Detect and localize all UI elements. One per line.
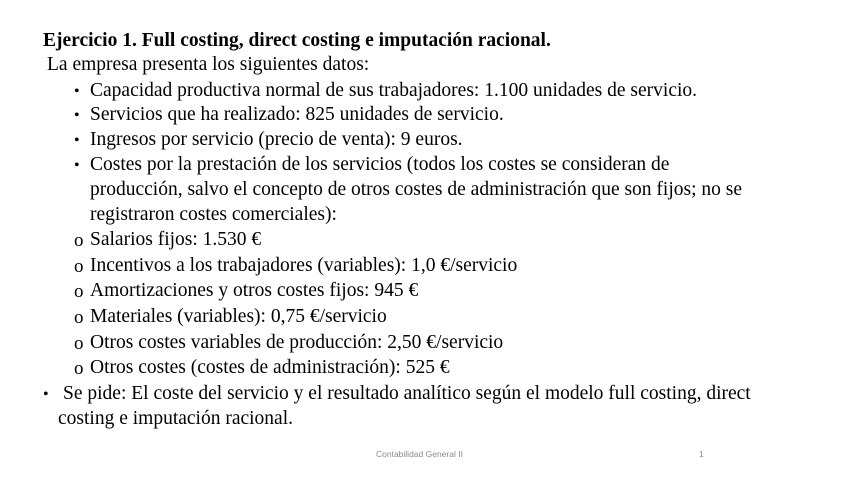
bullet-dot: •: [43, 386, 49, 403]
bullet-dot: •: [74, 157, 80, 174]
sub-list-item: Materiales (variables): 0,75 €/servicio: [90, 306, 387, 327]
sub-list-item: Salarios fijos: 1.530 €: [90, 229, 262, 250]
task-text: Se pide: El coste del servicio y el resultado analítico según el modelo full costing, direct: [63, 383, 751, 404]
sub-bullet-circle: o: [74, 256, 84, 277]
intro-text: La empresa presenta los siguientes datos:: [47, 54, 370, 75]
bullet-dot: •: [74, 83, 80, 100]
bullet-dot: •: [74, 132, 80, 149]
sub-list-item: Incentivos a los trabajadores (variables): 1,0 €/servicio: [90, 255, 518, 276]
list-item: Costes por la prestación de los servicios (todos los costes se consideran de: [90, 154, 670, 175]
task-text-continuation: costing e imputación racional.: [58, 408, 294, 429]
list-item-continuation: producción, salvo el concepto de otros costes de administración que son fijos; no se: [90, 179, 743, 200]
list-item-continuation: registraron costes comerciales):: [90, 204, 337, 225]
list-item: Capacidad productiva normal de sus trabajadores: 1.100 unidades de servicio.: [90, 80, 698, 101]
sub-bullet-circle: o: [74, 333, 84, 354]
list-item: Ingresos por servicio (precio de venta): 9 euros.: [90, 129, 463, 150]
bullet-dot: •: [74, 107, 80, 124]
sub-list-item: Amortizaciones y otros costes fijos: 945 €: [90, 280, 419, 301]
sub-bullet-circle: o: [74, 281, 84, 302]
list-item: Servicios que ha realizado: 825 unidades de servicio.: [90, 104, 504, 125]
sub-list-item: Otros costes (costes de administración): 525 €: [90, 357, 450, 378]
sub-bullet-circle: o: [74, 358, 84, 379]
sub-list-item: Otros costes variables de producción: 2,50 €/servicio: [90, 332, 504, 353]
footer-course-name: Contabilidad General II: [376, 449, 463, 459]
sub-bullet-circle: o: [74, 307, 84, 328]
slide-title: Ejercicio 1. Full costing, direct costing e imputación racional.: [43, 30, 551, 51]
page-number: 1: [699, 449, 704, 459]
sub-bullet-circle: o: [74, 230, 84, 251]
